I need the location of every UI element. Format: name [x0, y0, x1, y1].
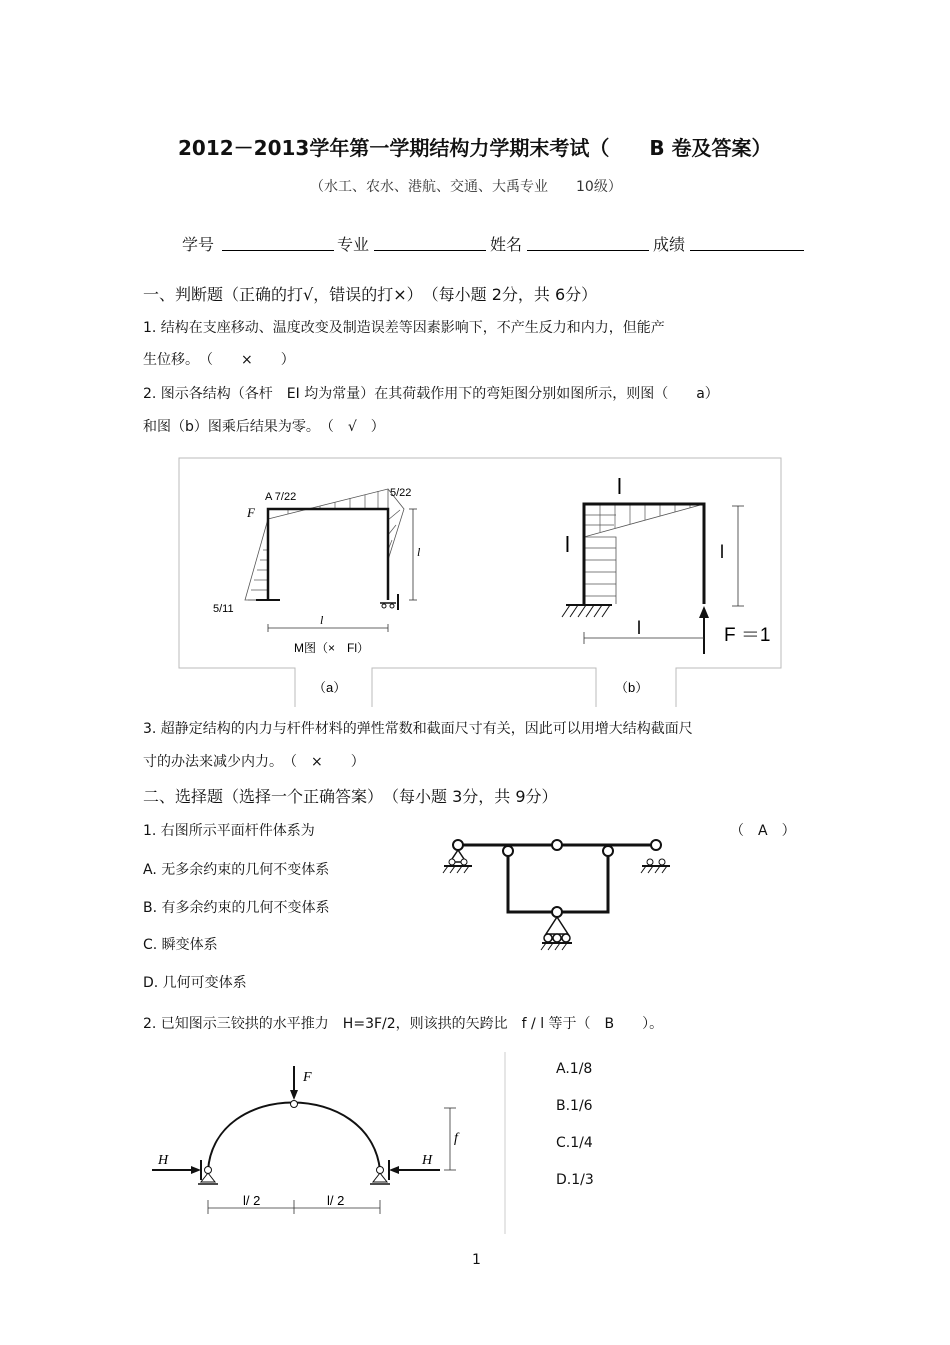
exam-title: 2012－2013学年第一学期结构力学期末考试（ B 卷及答案） [178, 136, 772, 160]
score-label: 成绩 [653, 235, 686, 254]
arch-label-f: f [454, 1131, 458, 1146]
s2-q1-option-d: D. 几何可变体系 [143, 975, 247, 991]
section1-heading: 一、判断题（正确的打√，错误的打×） （每小题 2分，共 6分） [143, 285, 598, 304]
fig-a-caption: M图（× Fl） [294, 641, 370, 655]
major-label: 专业 [337, 235, 370, 254]
s2-q1: 1. 右图所示平面杆件体系为 [143, 823, 315, 839]
page-number: 1 [472, 1252, 481, 1268]
fig-b-label-left: l [565, 532, 570, 557]
s2-q1-answer: （ A ） [730, 823, 796, 839]
fig-b-label-top: l [617, 474, 622, 499]
s1-q1-line1: 1. 结构在支座移动、温度改变及制造误差等因素影响下，不产生反力和内力，但能产 [143, 320, 665, 336]
s2-q2: 2. 已知图示三铰拱的水平推力 H=3F/2，则该拱的矢跨比 f / l 等于（ B ）。 [143, 1016, 664, 1032]
fig-a-label-left: 5/11 [213, 603, 234, 615]
fig-a-label-right: 5/22 [390, 487, 412, 499]
fig-b-sublabel: （b） [615, 680, 649, 695]
arch-label-half1: l/ 2 [243, 1193, 261, 1208]
s2-q2-option-a: A.1/8 [556, 1061, 593, 1077]
arch-label-H-left: H [158, 1153, 169, 1168]
s1-q2-line2: 和图（b）图乘后结果为零。 （ √ ） [143, 419, 385, 435]
s2-q1-option-a: A. 无多余约束的几何不变体系 [143, 862, 330, 878]
name-label: 姓名 [490, 235, 523, 254]
s2-q2-option-b: B.1/6 [556, 1098, 593, 1114]
fig-a-sublabel: （a） [313, 680, 347, 695]
fig-b-label-F: F ＝1 [724, 625, 771, 646]
fig-b-label-bottom: l [637, 618, 641, 638]
s2-q2-option-d: D.1/3 [556, 1172, 594, 1188]
fig-a-label-F: F [247, 505, 255, 520]
fig-a-label-l-bottom: l [320, 613, 324, 627]
s1-q2-line1: 2. 图示各结构（各杆 EI 均为常量）在其荷载作用下的弯矩图分别如图所示，则图（ a） [143, 386, 719, 402]
exam-subtitle: （水工、农水、港航、交通、大禹专业 10级） [310, 179, 622, 195]
s2-q1-option-c: C. 瞬变体系 [143, 937, 218, 953]
fig-a-label-A: A 7/22 [265, 491, 297, 503]
s1-q3-line1: 3. 超静定结构的内力与杆件材料的弹性常数和截面尺寸有关，因此可以用增大结构截面尺 [143, 721, 693, 737]
s2-q2-option-c: C.1/4 [556, 1135, 593, 1151]
fig-a-label-l-right: l [417, 545, 421, 559]
arch-label-F: F [303, 1070, 312, 1085]
s2-q1-option-b: B. 有多余约束的几何不变体系 [143, 900, 330, 916]
arch-label-half2: l/ 2 [327, 1193, 345, 1208]
s1-q3-line2: 寸的办法来减少内力。 （ × ） [143, 754, 365, 770]
section2-heading: 二、选择题（选择一个正确答案） （每小题 3分，共 9分） [143, 787, 558, 806]
fig-b-label-right: l [720, 542, 724, 562]
s1-q1-line2: 生位移。 （ × ） [143, 352, 295, 368]
student-id-label: 学号 [182, 235, 215, 254]
arch-label-H-right: H [422, 1153, 433, 1168]
